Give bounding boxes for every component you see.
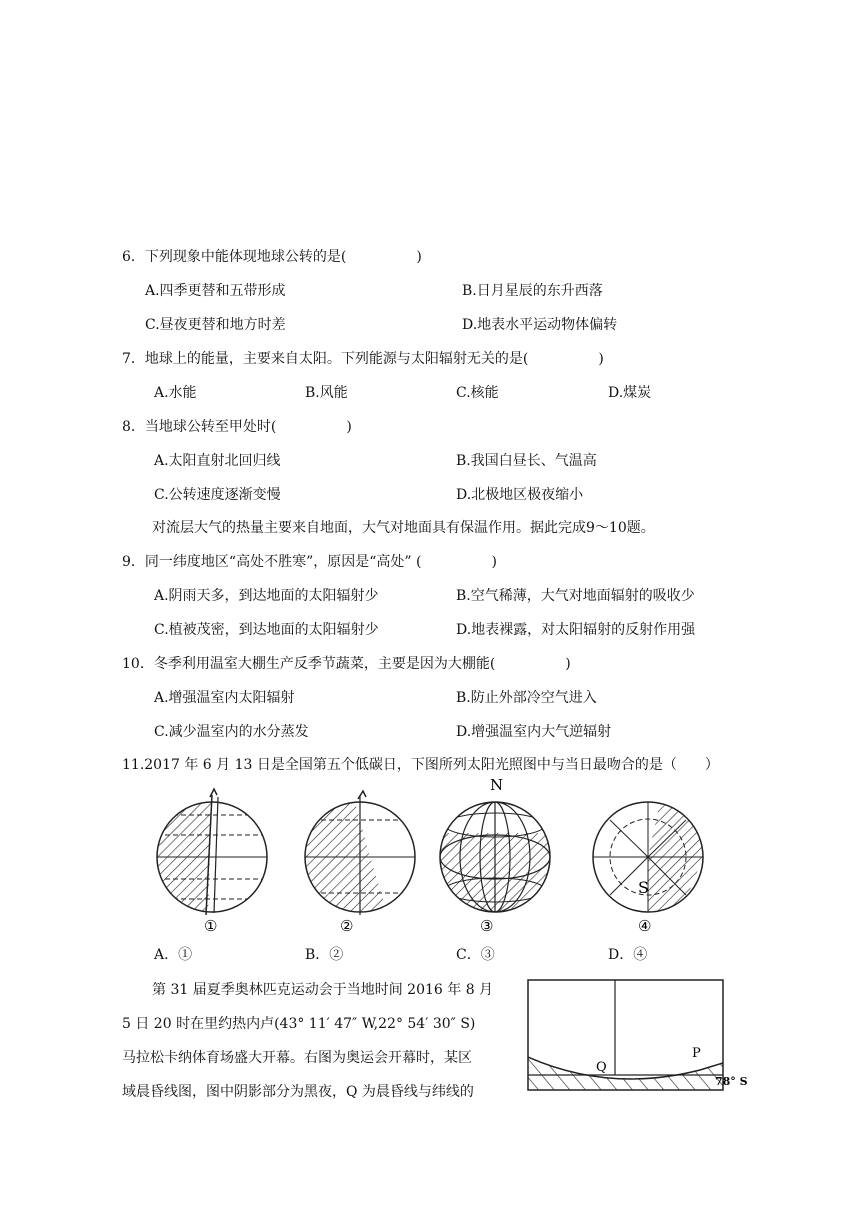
- globe-3: [440, 776, 550, 915]
- q10-option-a: A.增强温室内太阳辐射: [154, 690, 295, 706]
- q9-option-c: C.植被茂密，到达地面的太阳辐射少: [154, 622, 379, 638]
- globe-2: [305, 791, 415, 915]
- q9-stem: 9．同一纬度地区“高处不胜寒”，原因是“高处” ( ): [122, 554, 497, 570]
- figure-label-4: ④: [638, 917, 652, 935]
- q11-option-b: B．②: [305, 947, 344, 963]
- globe-1: [157, 789, 267, 915]
- passage-line-4: 域晨昏线图，图中阴影部分为黑夜，Q 为晨昏线与纬线的: [122, 1084, 474, 1100]
- q10-option-b: B.防止外部冷空气进入: [456, 690, 597, 706]
- q6-stem: 6．下列现象中能体现地球公转的是( ): [122, 249, 422, 265]
- passage-line-1: 第 31 届夏季奥林匹克运动会于当地时间 2016 年 8 月: [152, 982, 494, 998]
- terminator-map: [520, 975, 760, 1095]
- globe-3-north-label: N: [490, 776, 504, 794]
- q10-stem: 10．冬季利用温室大棚生产反季节蔬菜，主要是因为大棚能( ): [122, 656, 571, 672]
- q8-option-c: C.公转速度逐渐变慢: [154, 487, 281, 503]
- q7-option-c: C.核能: [456, 385, 499, 401]
- q8-option-d: D.北极地区极夜缩小: [456, 487, 584, 503]
- intro-9-10: 对流层大气的热量主要来自地面，大气对地面具有保温作用。据此完成9～10题。: [152, 520, 655, 536]
- q11-figures: [140, 775, 740, 935]
- map-label-p: P: [692, 1046, 701, 1061]
- q8-stem: 8．当地球公转至甲处时( ): [122, 419, 352, 435]
- q6-option-c: C.昼夜更替和地方时差: [145, 317, 286, 333]
- q9-option-d: D.地表裸露，对太阳辐射的反射作用强: [456, 622, 696, 638]
- figure-label-1: ①: [204, 917, 218, 935]
- figure-label-3: ③: [480, 917, 494, 935]
- passage-line-3: 马拉松卡纳体育场盛大开幕。右图为奥运会开幕时，某区: [122, 1050, 472, 1066]
- globe-4-south-label: S: [638, 878, 649, 897]
- q11-option-d: D．④: [608, 947, 648, 963]
- q11-option-c: C．③: [456, 947, 495, 963]
- q7-stem: 7．地球上的能量，主要来自太阳。下列能源与太阳辐射无关的是( ): [122, 351, 604, 367]
- map-label-latitude: 78° S: [715, 1075, 748, 1088]
- q10-option-c: C.减少温室内的水分蒸发: [154, 724, 309, 740]
- q9-option-b: B.空气稀薄，大气对地面辐射的吸收少: [456, 588, 695, 604]
- q6-option-b: B.日月星辰的东升西落: [462, 283, 603, 299]
- q6-option-a: A.四季更替和五带形成: [145, 283, 286, 299]
- q7-option-a: A.水能: [154, 385, 197, 401]
- q11-stem: 11.2017 年 6 月 13 日是全国第五个低碳日，下图所列太阳光照图中与当日最吻合的是（ ）: [122, 757, 719, 773]
- q6-option-d: D.地表水平运动物体偏转: [462, 317, 618, 333]
- q8-option-b: B.我国白昼长、气温高: [456, 453, 597, 469]
- q11-option-a: A．①: [154, 947, 193, 963]
- q9-option-a: A.阴雨天多，到达地面的太阳辐射少: [154, 588, 379, 604]
- q7-option-d: D.煤炭: [608, 385, 652, 401]
- figure-label-2: ②: [340, 917, 354, 935]
- q7-option-b: B.风能: [305, 385, 348, 401]
- globe-4: [593, 802, 703, 915]
- passage-line-2: 5 日 20 时在里约热内卢(43° 11′ 47″ W,22° 54′ 30″ S): [122, 1016, 476, 1032]
- q8-option-a: A.太阳直射北回归线: [154, 453, 281, 469]
- map-label-q: Q: [596, 1060, 607, 1075]
- q10-option-d: D.增强温室内大气逆辐射: [456, 724, 612, 740]
